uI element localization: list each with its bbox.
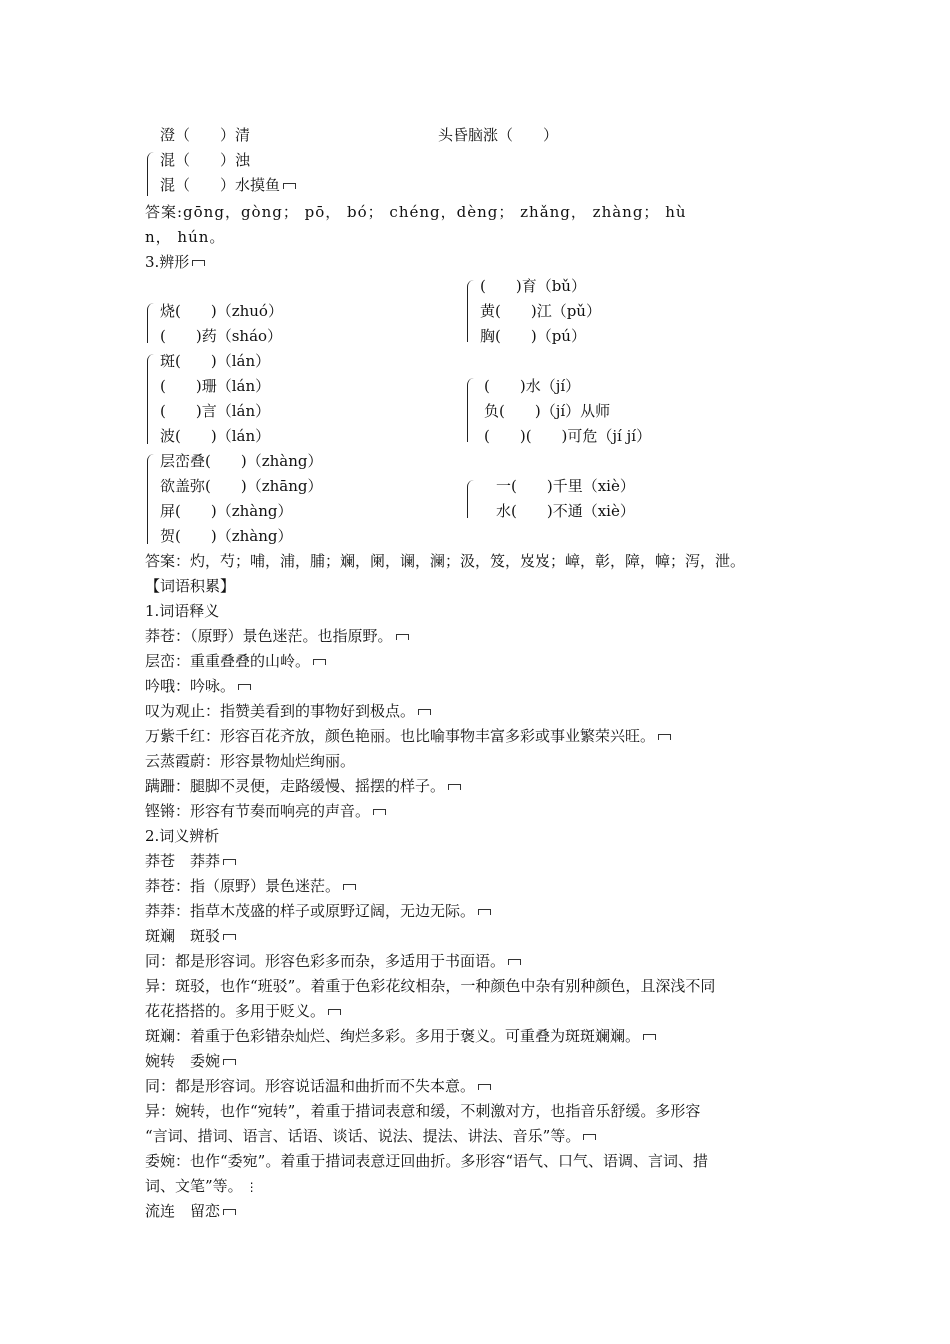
pair-title bbox=[145, 850, 236, 872]
exercise-row: 烧( )（zhuó） bbox=[160, 302, 283, 320]
exercise-row: 波( )（lán） bbox=[160, 427, 271, 445]
exercise-row: 负( )（jí）从师 bbox=[484, 402, 611, 420]
definition-text: 云蒸霞蔚：形容景物灿烂绚丽。 bbox=[145, 752, 356, 770]
pair-title-text: 婉转 委婉 bbox=[145, 1052, 221, 1070]
definition-line bbox=[145, 800, 386, 822]
definition-line bbox=[145, 900, 491, 922]
definition-text: 蹒跚：腿脚不灵便，走路缓慢、摇摆的样子。 bbox=[145, 777, 446, 795]
definition-line bbox=[145, 1000, 341, 1022]
exercise-row: ( )药（sháo） bbox=[160, 327, 283, 345]
definition-line bbox=[145, 1075, 491, 1097]
definition-line bbox=[145, 650, 326, 672]
return-mark-icon bbox=[223, 1209, 236, 1215]
return-mark-icon bbox=[343, 884, 356, 890]
return-mark-icon bbox=[223, 859, 236, 865]
exercise-row: 贺( )（zhàng） bbox=[160, 527, 293, 545]
exercise-row: 欲盖弥( )（zhāng） bbox=[160, 477, 323, 495]
pair-title-text: 流连 留恋 bbox=[145, 1202, 221, 1220]
definition-line bbox=[145, 700, 431, 722]
return-mark-icon bbox=[478, 1084, 491, 1090]
pair-title bbox=[145, 925, 236, 947]
pair-title-text: 莽苍 莽莽 bbox=[145, 852, 221, 870]
definition-line bbox=[145, 725, 671, 747]
pair-title-text: 斑斓 斑驳 bbox=[145, 927, 221, 945]
exercise-row: 一( )千里（xiè） bbox=[496, 477, 635, 495]
return-mark-icon bbox=[418, 709, 431, 715]
return-mark-icon bbox=[643, 1034, 656, 1040]
return-mark-icon bbox=[508, 959, 521, 965]
brace-icon bbox=[147, 152, 154, 196]
definition-text: 铿锵：形容有节奏而响亮的声音。 bbox=[145, 802, 371, 820]
exercise-row bbox=[160, 149, 250, 171]
return-mark-icon bbox=[658, 734, 671, 740]
heading-text: 3.辨形 bbox=[145, 253, 190, 271]
definition-line: 委婉：也作“委宛”。着重于措词表意迂回曲折。多形容“语气、口气、语调、言词、措 bbox=[145, 1152, 709, 1170]
return-mark-icon bbox=[313, 659, 326, 665]
answer-line: n， hún。 bbox=[145, 228, 226, 246]
return-mark-icon bbox=[373, 809, 386, 815]
return-mark-icon bbox=[223, 1059, 236, 1065]
exercise-row: ( )( )可危（jí jí） bbox=[484, 427, 652, 445]
exercise-row: 黄( )江（pǔ） bbox=[480, 302, 601, 320]
definition-line bbox=[145, 625, 409, 647]
return-mark-icon bbox=[448, 784, 461, 790]
exercise-row: 层峦叠( )（zhàng） bbox=[160, 452, 323, 470]
definition-text: 莽苍：（原野）景色迷茫。也指原野。 bbox=[145, 627, 393, 645]
return-mark-icon bbox=[238, 684, 251, 690]
definition-text: 层峦：重重叠叠的山岭。 bbox=[145, 652, 311, 670]
exercise-row: 水( )不通（xiè） bbox=[496, 502, 635, 520]
exercise-row bbox=[160, 124, 250, 146]
answer-line: 答案：灼，芍；哺，浦，脯；斓，阑，谰，澜；汲，笈，岌岌；嶂，彰，障，幛；泻，泄。 bbox=[145, 552, 746, 570]
row-text: 头昏脑涨（ ） bbox=[438, 126, 559, 144]
return-mark-icon bbox=[223, 934, 236, 940]
row-text: 澄（ ）清 bbox=[160, 126, 251, 144]
definition-line: 异：婉转，也作“宛转”，着重于措词表意和缓，不刺激对方，也指音乐舒缓。多形容 bbox=[145, 1102, 701, 1120]
definition-line bbox=[145, 950, 521, 972]
subsection-heading: 1.词语释义 bbox=[145, 602, 220, 620]
section-heading bbox=[145, 251, 205, 273]
subsection-heading: 2.词义辨析 bbox=[145, 827, 220, 845]
definition-text: 莽苍：指（原野）景色迷茫。 bbox=[145, 877, 341, 895]
definition-line: 异：斑驳，也作“班驳”。着重于色彩花纹相杂，一种颜色中杂有别种颜色，且深浅不同 bbox=[145, 977, 716, 995]
exercise-row: ( )言（lán） bbox=[160, 402, 271, 420]
definition-line bbox=[145, 875, 356, 897]
definition-line bbox=[145, 750, 355, 772]
definition-text: “言词、措词、语言、话语、谈话、说法、提法、讲法、音乐”等。 bbox=[145, 1127, 581, 1145]
definition-line bbox=[145, 675, 251, 697]
exercise-row: 屏( )（zhàng） bbox=[160, 502, 293, 520]
exercise-row: ( )珊（lán） bbox=[160, 377, 271, 395]
definition-line bbox=[145, 1025, 656, 1047]
definition-line bbox=[145, 775, 461, 797]
brace-icon bbox=[467, 480, 474, 518]
exercise-row: 胸( )（pú） bbox=[480, 327, 586, 345]
exercise-row: 斑( )（lán） bbox=[160, 352, 271, 370]
return-mark-icon bbox=[192, 260, 205, 266]
exercise-row bbox=[160, 174, 296, 196]
ellipsis-mark-icon: ⋮ bbox=[245, 1180, 258, 1194]
pair-title bbox=[145, 1200, 236, 1222]
return-mark-icon bbox=[283, 183, 296, 189]
definition-line bbox=[145, 1125, 596, 1147]
definition-text: 万紫千红：形容百花齐放，颜色艳丽。也比喻事物丰富多彩或事业繁荣兴旺。 bbox=[145, 727, 656, 745]
section-heading: 【词语积累】 bbox=[145, 577, 236, 595]
brace-icon bbox=[147, 303, 154, 343]
definition-text: 同：都是形容词。形容色彩多而杂，多适用于书面语。 bbox=[145, 952, 506, 970]
answer-line: 答案:gōng，gòng； pō， bó； chéng，dèng； zhǎng， zhàng； hù bbox=[145, 203, 687, 221]
return-mark-icon bbox=[478, 909, 491, 915]
row-text: 混（ ）浊 bbox=[160, 151, 251, 169]
exercise-row bbox=[438, 124, 558, 146]
row-text: 混（ ）水摸鱼 bbox=[160, 176, 281, 194]
definition-text: 叹为观止：指赞美看到的事物好到极点。 bbox=[145, 702, 416, 720]
definition-line bbox=[145, 1175, 258, 1198]
definition-text: 吟哦：吟咏。 bbox=[145, 677, 236, 695]
brace-icon bbox=[467, 280, 474, 342]
definition-text: 莽莽：指草木茂盛的样子或原野辽阔，无边无际。 bbox=[145, 902, 476, 920]
definition-text: 同：都是形容词。形容说话温和曲折而不失本意。 bbox=[145, 1077, 476, 1095]
return-mark-icon bbox=[396, 634, 409, 640]
exercise-row: ( )育（bǔ） bbox=[480, 277, 586, 295]
brace-icon bbox=[147, 354, 154, 444]
return-mark-icon bbox=[328, 1009, 341, 1015]
definition-text: 花花搭搭的。多用于贬义。 bbox=[145, 1002, 326, 1020]
brace-icon bbox=[147, 454, 154, 544]
definition-text: 斑斓：着重于色彩错杂灿烂、绚烂多彩。多用于褒义。可重叠为斑斑斓斓。 bbox=[145, 1027, 641, 1045]
definition-text: 词、文笔”等。 bbox=[145, 1177, 243, 1195]
exercise-row: ( )水（jí） bbox=[484, 377, 581, 395]
pair-title bbox=[145, 1050, 236, 1072]
brace-icon bbox=[467, 378, 474, 442]
return-mark-icon bbox=[583, 1134, 596, 1140]
